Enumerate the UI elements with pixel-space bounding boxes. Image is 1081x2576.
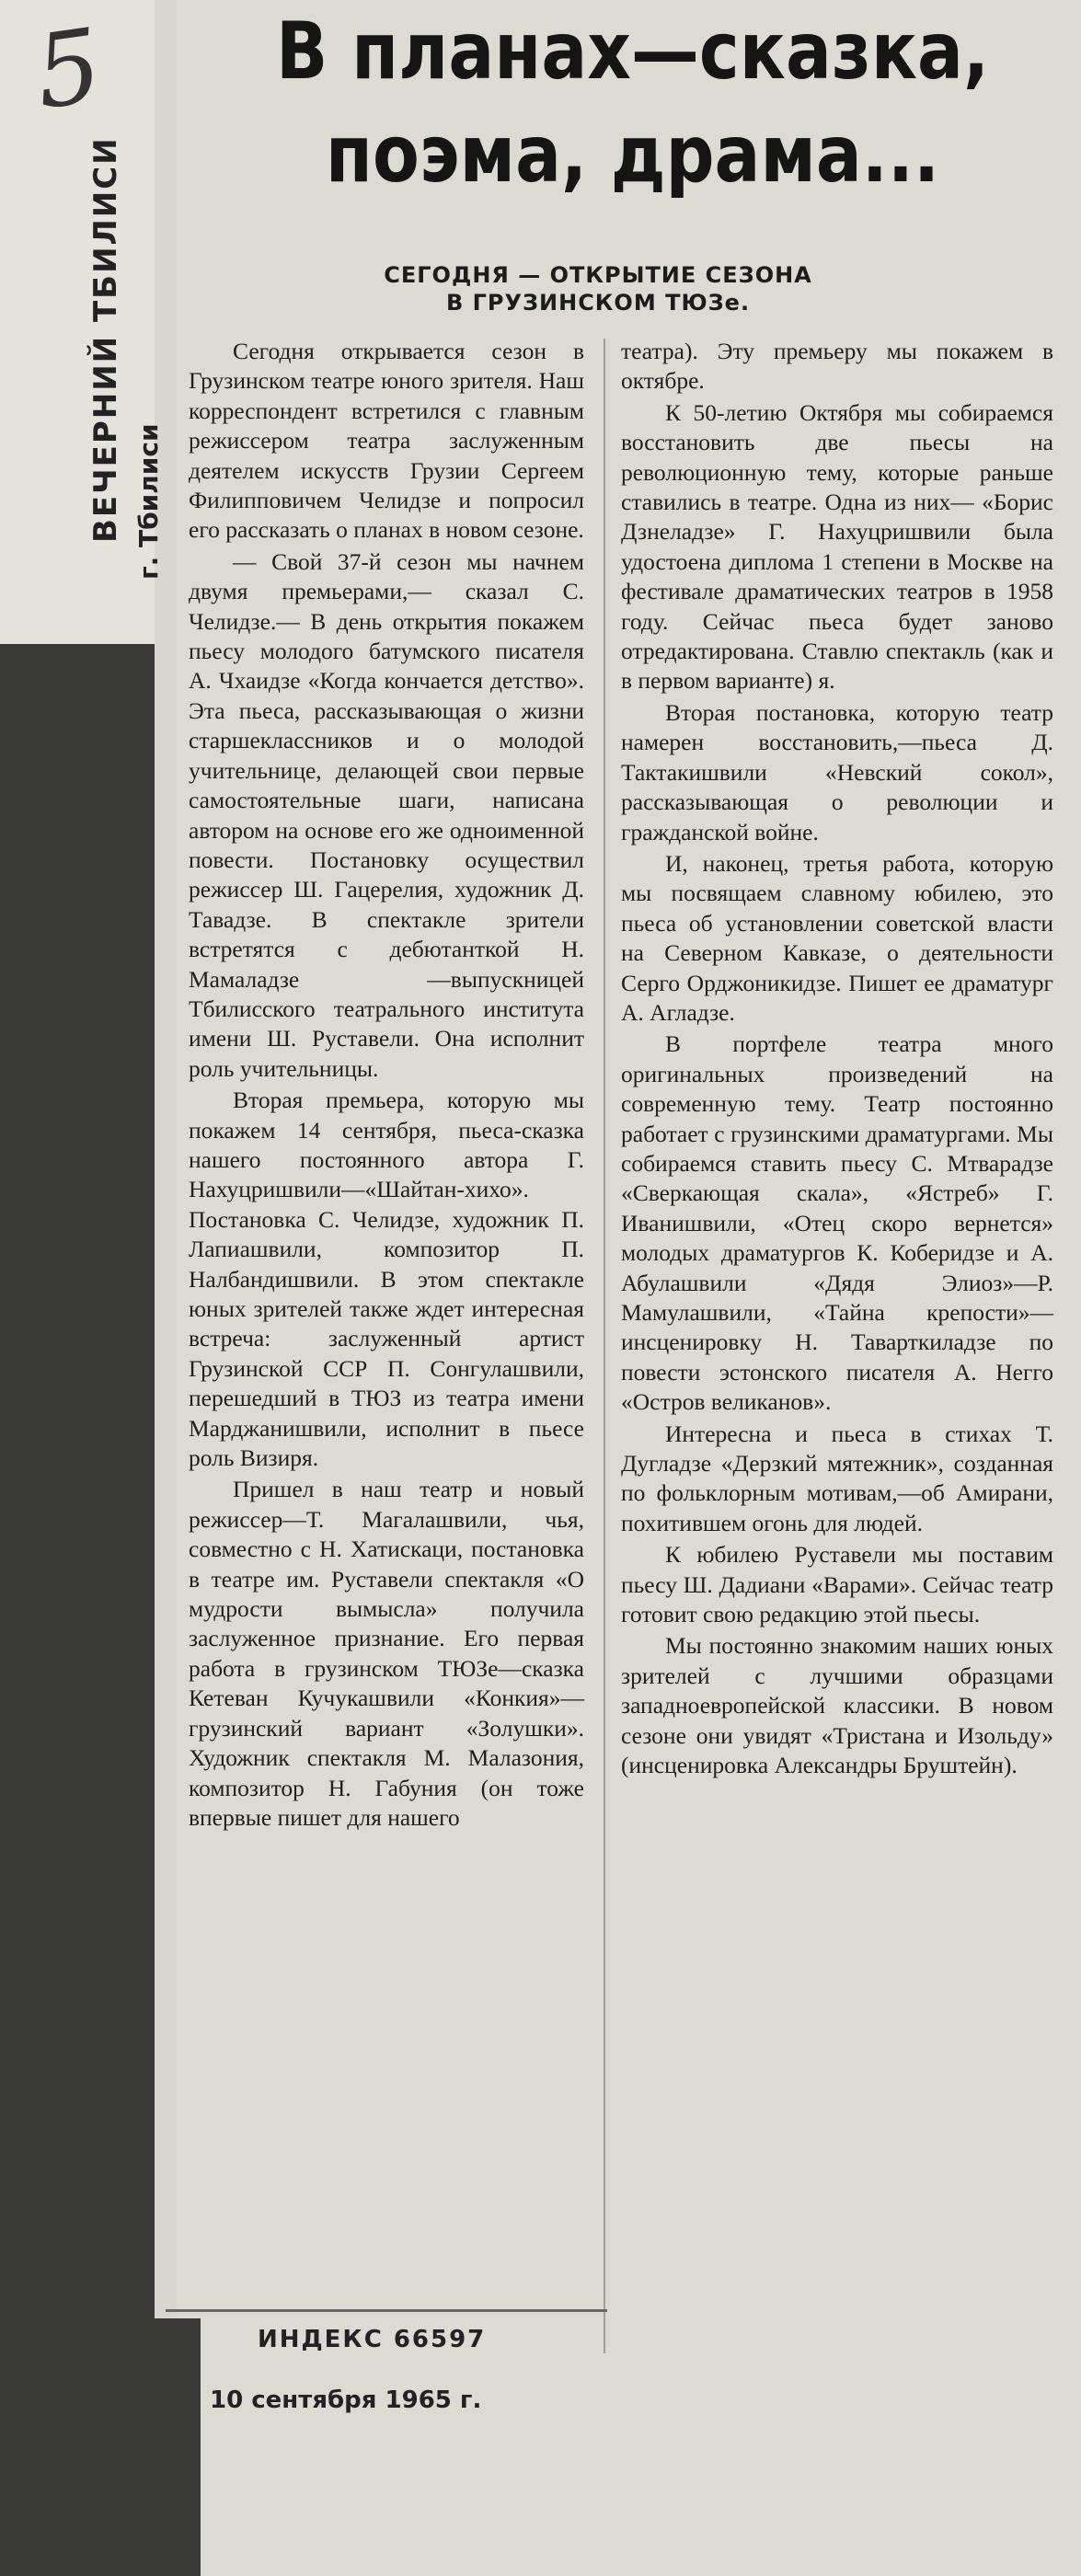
- paragraph: Интересна и пьеса в стихах Т. Дугладзе «Дерзкий мятежник», созданная по фольклорным мотивам,—об Амирани, похитившем огонь для людей.: [621, 1420, 1053, 1536]
- paragraph: К юбилею Руставели мы поставим пьесу Ш. Дадиани «Варами». Сейчас театр готовит свою редакцию этой пьесы.: [621, 1541, 1053, 1628]
- paragraph: — Свой 37-й сезон мы начнем двумя премьерами,— сказал С. Челидзе.— В день открытия покажем пьесу молодого батумского писателя А. Чхаидзе «Когда кончается детство». Эта пьеса, рассказывающая о жизни старшеклассников и о молодой учительнице, делающей свои первые самостоятельные шаги, написана автором на основе его же одноименной повести. Постановку осуществил режиссер Ш. Гацерелия, художник Д. Тавадзе. В спектакле зрители встретятся с дебютанткой Н. Мамаладзе —выпускницей Тбилисского театрального института имени Ш. Руставели. Она исполнит роль учительницы.: [189, 547, 584, 1082]
- headline-line-2: поэма, драма...: [325, 109, 940, 201]
- handwritten-number: 5: [28, 6, 109, 132]
- paragraph: К 50-летию Октября мы собираемся восстановить две пьесы на революционную тему, которые раньше ставились в театре. Одна из них— «Борис Дзнеладзе» Г. Нахуцришвили была удостоена диплома 1 степени в Москве на фестивале драматических театров в 1958 году. Сейчас пьеса будет заново отредактирована. Ставлю спектакль (как и в первом варианте) я.: [621, 398, 1053, 695]
- article-subheadline: [276, 261, 920, 316]
- paragraph: театра). Эту премьеру мы покажем в октябре.: [621, 338, 1053, 395]
- issue-index: ИНДЕКС 66597: [258, 2326, 487, 2353]
- footer-divider: [166, 2309, 607, 2312]
- newspaper-name: ВЕЧЕРНИЙ ТБИЛИСИ: [87, 136, 124, 543]
- subheadline-line-1: СЕГОДНЯ — ОТКРЫТИЕ СЕЗОНА: [384, 262, 812, 288]
- paragraph: Мы постоянно знакомим наших юных зрителей с лучшими образцами западноевропейской классики. В новом сезоне они увидят «Тристана и Изольду» (инсценировка Александры Бруштейн).: [621, 1632, 1053, 1779]
- paragraph: Сегодня открывается сезон в Грузинском театре юного зрителя. Наш корреспондент встретился с главным режиссером театра заслуженным деятелем искусств Грузии Сергеем Филипповичем Челидзе и попросил его рассказать о планах в новом сезоне.: [189, 338, 584, 544]
- subheadline-line-2: В ГРУЗИНСКОМ ТЮЗе.: [445, 290, 751, 316]
- paragraph: В портфеле театра много оригинальных произведений на современную тему. Театр постоянно работает с грузинскими драматургами. Мы собираемся ставить пьесу С. Мтварадзе «Сверкающая скала», «Ястреб» Г. Иванишвили, «Отец скоро вернется» молодых драматургов К. Коберидзе и А. Абулашвили «Дядя Элиоз»—Р. Мамулашвили, «Тайна крепости»— инсценировку Н. Таварткиладзе по повести эстонского писателя А. Негго «Остров великанов».: [621, 1030, 1053, 1416]
- paragraph: Пришел в наш театр и новый режиссер—Т. Магалашвили, чья, совместно с Н. Хатискаци, постановка в театре им. Руставели спектакля «О мудрости вымысла» получила заслуженное признание. Его первая работа в грузинском ТЮЗе—сказка Кетеван Кучукашвили «Конкия»—грузинский вариант «Золушки». Художник спектакля М. Малазония, композитор Н. Габуния (он тоже впервые пишет для нашего: [189, 1476, 584, 1831]
- paragraph: Вторая постановка, которую театр намерен восстановить,—пьеса Д. Тактакишвили «Невский сокол», рассказывающая о революции и гражданской войне.: [621, 698, 1053, 845]
- background-edge-bottom: [155, 2318, 201, 2576]
- background-edge: [0, 644, 155, 2576]
- headline-line-1: В планах—сказка,: [275, 6, 990, 98]
- article-column-right: [621, 337, 1053, 1783]
- issue-date: 10 сентября 1965 г.: [210, 2386, 482, 2414]
- paragraph: Вторая премьера, которую мы покажем 14 сентября, пьеса-сказка нашего постоянного автора Г. Нахуцришвили—«Шайтан-хихо». Постановка С. Челидзе, художник П. Лапиашвили, композитор П. Налбандишвили. В этом спектакле юных зрителей также ждет интересная встреча: заслуженный артист Грузинской ССР П. Сонгулашвили, перешедший в ТЮЗ из театра имени Марджанишвили, исполнит в пьесе роль Визиря.: [189, 1087, 584, 1472]
- column-divider: [604, 339, 605, 2353]
- margin-strip-inner: [155, 0, 177, 2318]
- paragraph: И, наконец, третья работа, которую мы посвящаем славному юбилею, это пьеса об установлении советской власти на Северном Кавказе, о деятельности Серго Орджоникидзе. Пишет ее драматург А. Агладзе.: [621, 849, 1053, 1026]
- article-column-left: [189, 337, 584, 1834]
- newspaper-city: г. Тбилиси: [133, 423, 164, 580]
- article-headline: [247, 0, 1018, 206]
